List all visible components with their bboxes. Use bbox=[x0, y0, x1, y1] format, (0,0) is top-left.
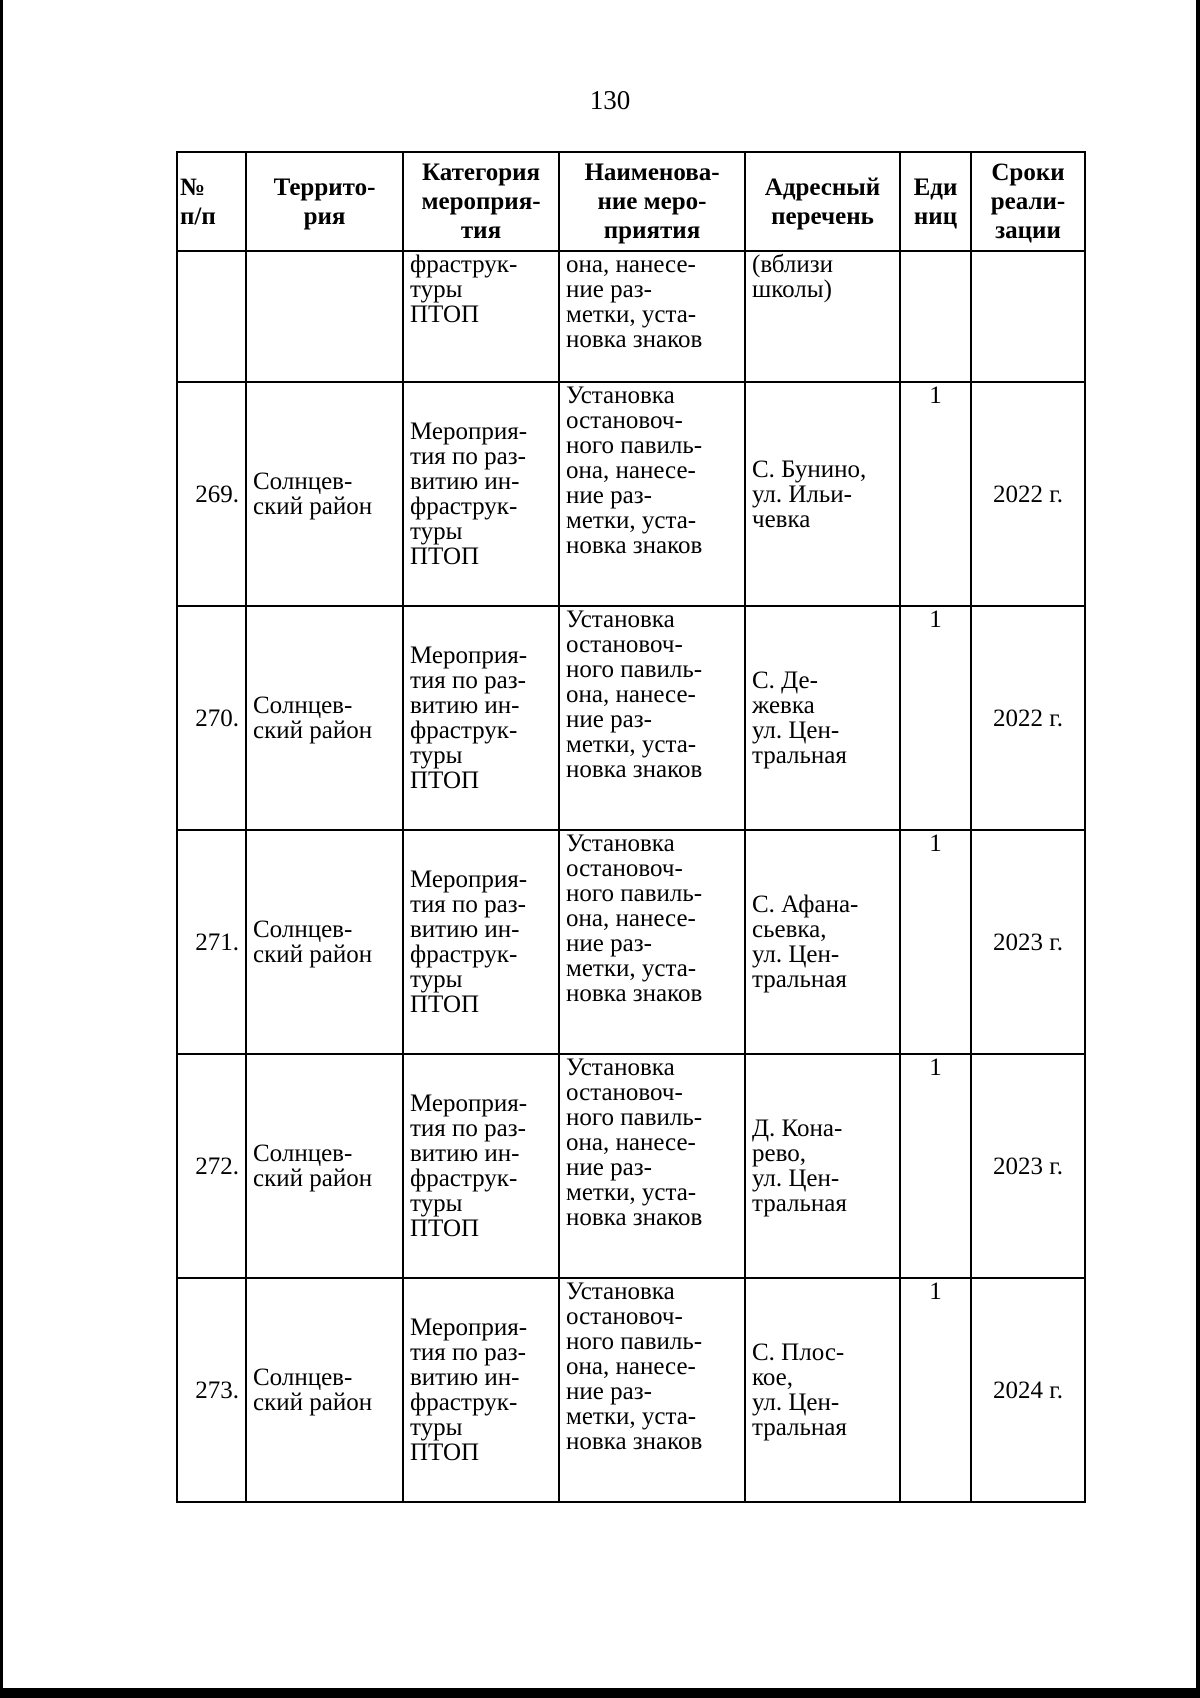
cell-no: 273. bbox=[177, 1278, 246, 1502]
cell-name: Установка остановоч- ного павиль- она, нанесе- ние раз- метки, уста- новка знаков bbox=[559, 382, 745, 606]
cell-name: Установка остановоч- ного павиль- она, нанесе- ние раз- метки, уста- новка знаков bbox=[559, 1054, 745, 1278]
cell-category: Мероприя- тия по раз- витию ин- фраструк- туры ПТОП bbox=[403, 382, 559, 606]
cell-address: Д. Кона- рево, ул. Цен- тральная bbox=[745, 1054, 900, 1278]
table-row bbox=[177, 606, 1085, 830]
cell-unit: 1 bbox=[900, 606, 971, 830]
cell-territory: Солнцев- ский район bbox=[246, 1054, 403, 1278]
scan-edge-right bbox=[1196, 0, 1200, 1698]
cell-name: Установка остановоч- ного павиль- она, нанесе- ние раз- метки, уста- новка знаков bbox=[559, 606, 745, 830]
cell-name: она, нанесе- ние раз- метки, уста- новка знаков bbox=[559, 251, 745, 382]
measures-table bbox=[176, 151, 1086, 1503]
header-no: № п/п bbox=[177, 152, 246, 251]
cell-category: фраструк- туры ПТОП bbox=[403, 251, 559, 382]
table-row bbox=[177, 830, 1085, 1054]
cell-territory: Солнцев- ский район bbox=[246, 606, 403, 830]
header-unit: Еди ниц bbox=[900, 152, 971, 251]
cell-category: Мероприя- тия по раз- витию ин- фраструк- туры ПТОП bbox=[403, 830, 559, 1054]
cell-territory bbox=[246, 251, 403, 382]
cell-category: Мероприя- тия по раз- витию ин- фраструк- туры ПТОП bbox=[403, 1278, 559, 1502]
cell-term: 2022 г. bbox=[971, 382, 1085, 606]
cell-term bbox=[971, 251, 1085, 382]
cell-address: С. Де- жевка ул. Цен- тральная bbox=[745, 606, 900, 830]
header-territory: Террито- рия bbox=[246, 152, 403, 251]
table-header-row bbox=[177, 152, 1085, 251]
cell-territory: Солнцев- ский район bbox=[246, 830, 403, 1054]
cell-unit: 1 bbox=[900, 382, 971, 606]
cell-territory: Солнцев- ский район bbox=[246, 382, 403, 606]
cell-category: Мероприя- тия по раз- витию ин- фраструк- туры ПТОП bbox=[403, 1054, 559, 1278]
cell-address: С. Бунино, ул. Ильи- чевка bbox=[745, 382, 900, 606]
cell-unit: 1 bbox=[900, 830, 971, 1054]
cell-term: 2022 г. bbox=[971, 606, 1085, 830]
page-number: 130 bbox=[589, 85, 631, 115]
header-address: Адресный перечень bbox=[745, 152, 900, 251]
table-row bbox=[177, 382, 1085, 606]
cell-name: Установка остановоч- ного павиль- она, нанесе- ние раз- метки, уста- новка знаков bbox=[559, 830, 745, 1054]
scan-edge-left bbox=[0, 0, 3, 1698]
cell-no: 270. bbox=[177, 606, 246, 830]
header-category: Категория мероприя- тия bbox=[403, 152, 559, 251]
cell-unit bbox=[900, 251, 971, 382]
cell-territory: Солнцев- ский район bbox=[246, 1278, 403, 1502]
cell-address: С. Афана- сьевка, ул. Цен- тральная bbox=[745, 830, 900, 1054]
cell-term: 2024 г. bbox=[971, 1278, 1085, 1502]
header-term: Сроки реали- зации bbox=[971, 152, 1085, 251]
header-name: Наименова- ние меро- приятия bbox=[559, 152, 745, 251]
cell-no: 272. bbox=[177, 1054, 246, 1278]
table-row bbox=[177, 1054, 1085, 1278]
cell-unit: 1 bbox=[900, 1054, 971, 1278]
cell-unit: 1 bbox=[900, 1278, 971, 1502]
cell-no: 269. bbox=[177, 382, 246, 606]
cell-address: С. Плос- кое, ул. Цен- тральная bbox=[745, 1278, 900, 1502]
table-row-continued bbox=[177, 251, 1085, 382]
cell-category: Мероприя- тия по раз- витию ин- фраструк- туры ПТОП bbox=[403, 606, 559, 830]
cell-address: (вблизи школы) bbox=[745, 251, 900, 382]
cell-no bbox=[177, 251, 246, 382]
cell-term: 2023 г. bbox=[971, 1054, 1085, 1278]
table-row bbox=[177, 1278, 1085, 1502]
scan-edge-bottom bbox=[0, 1688, 1200, 1698]
cell-term: 2023 г. bbox=[971, 830, 1085, 1054]
cell-name: Установка остановоч- ного павиль- она, нанесе- ние раз- метки, уста- новка знаков bbox=[559, 1278, 745, 1502]
cell-no: 271. bbox=[177, 830, 246, 1054]
